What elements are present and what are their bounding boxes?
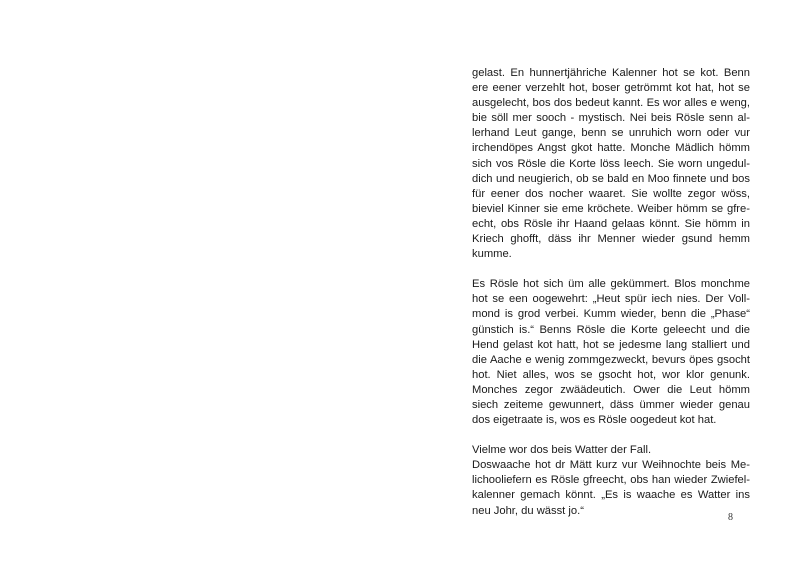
body-text-column [472, 66, 750, 519]
paragraph-2: Es Rösle hot sich üm alle gekümmert. Blos monchme hot se een oogewehrt: „Heut spür iech nies. Der Vollmond is grod verbei. Kumm wieder, benn die „Phase“ günstich is.“ Benns Rösle die Korte geleecht und die Hend gelast kot hatt, hot se jedesme lang stalliert und die Aache e wenig zommgezweckt, bevurs öpes gsocht hot. Niet alles, wos se gsocht hot, wor klor genunk. Monches zegor zwäädeutich. Ower die Leut hömm siech zeiteme gewunnert, däss ümmer wieder genau dos eigetraate is, wos es Rösle oogedeut kot hat. [472, 278, 750, 427]
paragraph-1: gelast. En hunnertjähriche Kalenner hot se kot. Benn ere eener verzehlt hot, boser getrömmt kot hat, hot se ausgelecht, bos dos bedeut kannt. Es wor alles e weng, bie söll mer sooch - mystisch. Nei beis Rösle senn allerhand Leut gange, benn se unruhich worn oder vur irchendöpes Angst gkot hatte. Monche Mädlich hömm sich vos Rösle die Korte löss leech. Sie worn ungeduldich und neugierich, ob se bald en Moo finnete und bos für eener dos nocher waaret. Sie wollte zegor wöss, bieviel Kinner sie eme kröchete. Weiber hömm se gfreecht, obs Rösle ihr Haand gelaas könnt. Sie hömm in Kriech ghofft, däss ihr Menner wieder gsund hemm kumme. [472, 67, 750, 261]
paragraph-gap [472, 428, 750, 443]
paragraph-4: Doswaache hot dr Mätt kurz vur Weihnochte beis Melichooliefern es Rösle gfreecht, obs han wieder Zwiefelkalenner gemach könnt. „Es is waache es Watter ins neu Johr, du wässt jo.“ [472, 459, 750, 517]
paragraph-gap [472, 262, 750, 277]
paragraph-3: Vielme wor dos beis Watter der Fall. [472, 444, 652, 457]
page-number: 8 [728, 512, 733, 523]
